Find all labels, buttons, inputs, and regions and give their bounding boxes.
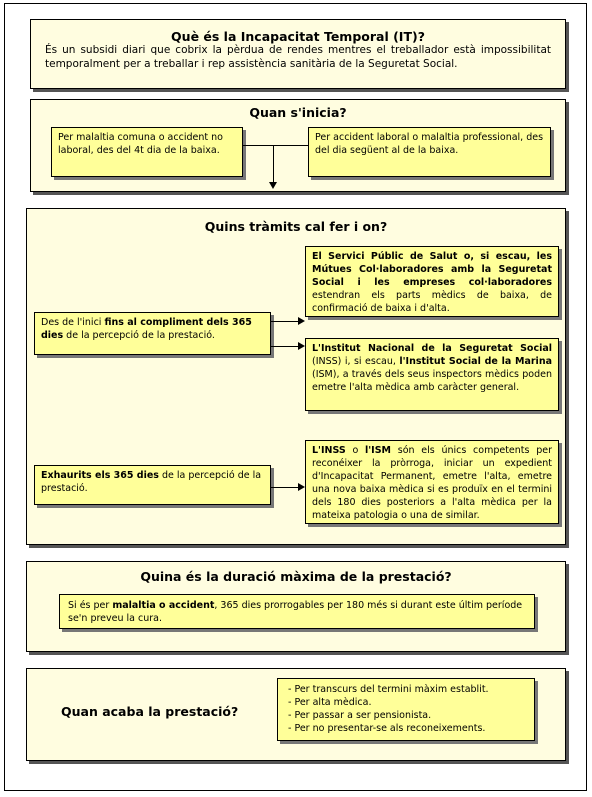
start-common-illness-box: Per malaltia comuna o accident no laboral, des del 4t dia de la baixa. — [51, 127, 243, 177]
section-procedures-title: Quins tràmits cal fer i on? — [204, 219, 388, 234]
list-item: - Per alta mèdica. — [288, 697, 372, 708]
section-what-is-it-body: És un subsidi diari que cobrix la pèrdua de rendes mentres el treballador està impossibilitat temporalment per a treballar i rep assistència sanitària de la Seguretat Social. — [45, 44, 551, 70]
section-what-is-it — [30, 19, 566, 89]
arrow-line-to-competences — [271, 487, 298, 488]
list-item: - Per no presentar-se als reconeixements. — [288, 723, 486, 734]
arrow-right-icon — [298, 317, 305, 325]
list-item: - Per transcurs del termini màxim establit. — [288, 684, 489, 695]
inss-ism-medical-discharge-box: L'Institut Nacional de la Seguretat Social (INSS) i, si escau, l'Institut Social de la Marina (ISM), a través dels seus inspectors mèdics poden emetre l'alta mèdica amb caràcter general. — [305, 338, 559, 411]
end-reasons-box — [277, 678, 535, 741]
arrow-line-to-health-service — [271, 321, 298, 322]
section-max-duration-title: Quina és la duració màxima de la prestació? — [140, 569, 452, 584]
section-end-of-benefit-title: Quan acaba la prestació? — [61, 704, 239, 719]
list-item: - Per passar a ser pensionista. — [288, 710, 432, 721]
procedure-after-365-days-box: Exhaurits els 365 dies de la percepció de la prestació. — [34, 465, 271, 505]
end-reasons-list — [288, 683, 524, 735]
connector-horizontal — [243, 145, 308, 146]
section-when-starts-title: Quan s'inicia? — [249, 105, 347, 120]
arrow-right-icon — [298, 483, 305, 491]
section-what-is-it-title: Què és la Incapacitat Temporal (IT)? — [171, 29, 425, 44]
health-service-box: El Servici Públic de Salut o, si escau, les Mútues Col·laboradores amb la Seguretat Social i les empreses col·laboradores estendran els parts mèdics de baixa, de confirmació de baixa i d'alta. — [305, 246, 559, 317]
connector-vertical — [273, 145, 274, 183]
start-work-accident-box: Per accident laboral o malaltia professional, des del dia següent al de la baixa. — [308, 127, 551, 177]
procedure-first-365-days-box: Des de l'inici fins al compliment dels 365 dies de la percepció de la prestació. — [34, 312, 271, 355]
arrow-line-to-inss — [271, 346, 298, 347]
arrow-down-icon — [269, 182, 277, 189]
arrow-right-icon — [298, 342, 305, 350]
max-duration-box: Si és per malaltia o accident, 365 dies prorrogables per 180 més si durant este últim període se'n preveu la cura. — [59, 594, 535, 629]
inss-ism-competences-box: L'INSS o l'ISM són els únics competents per reconéixer la pròrroga, iniciar un expedient d'Incapacitat Permanent, emetre l'alta, emetre una nova baixa mèdica si es produïx en el termini dels 180 dies posteriors a l'alta mèdica per la mateixa patologia o una de similar. — [305, 440, 559, 524]
